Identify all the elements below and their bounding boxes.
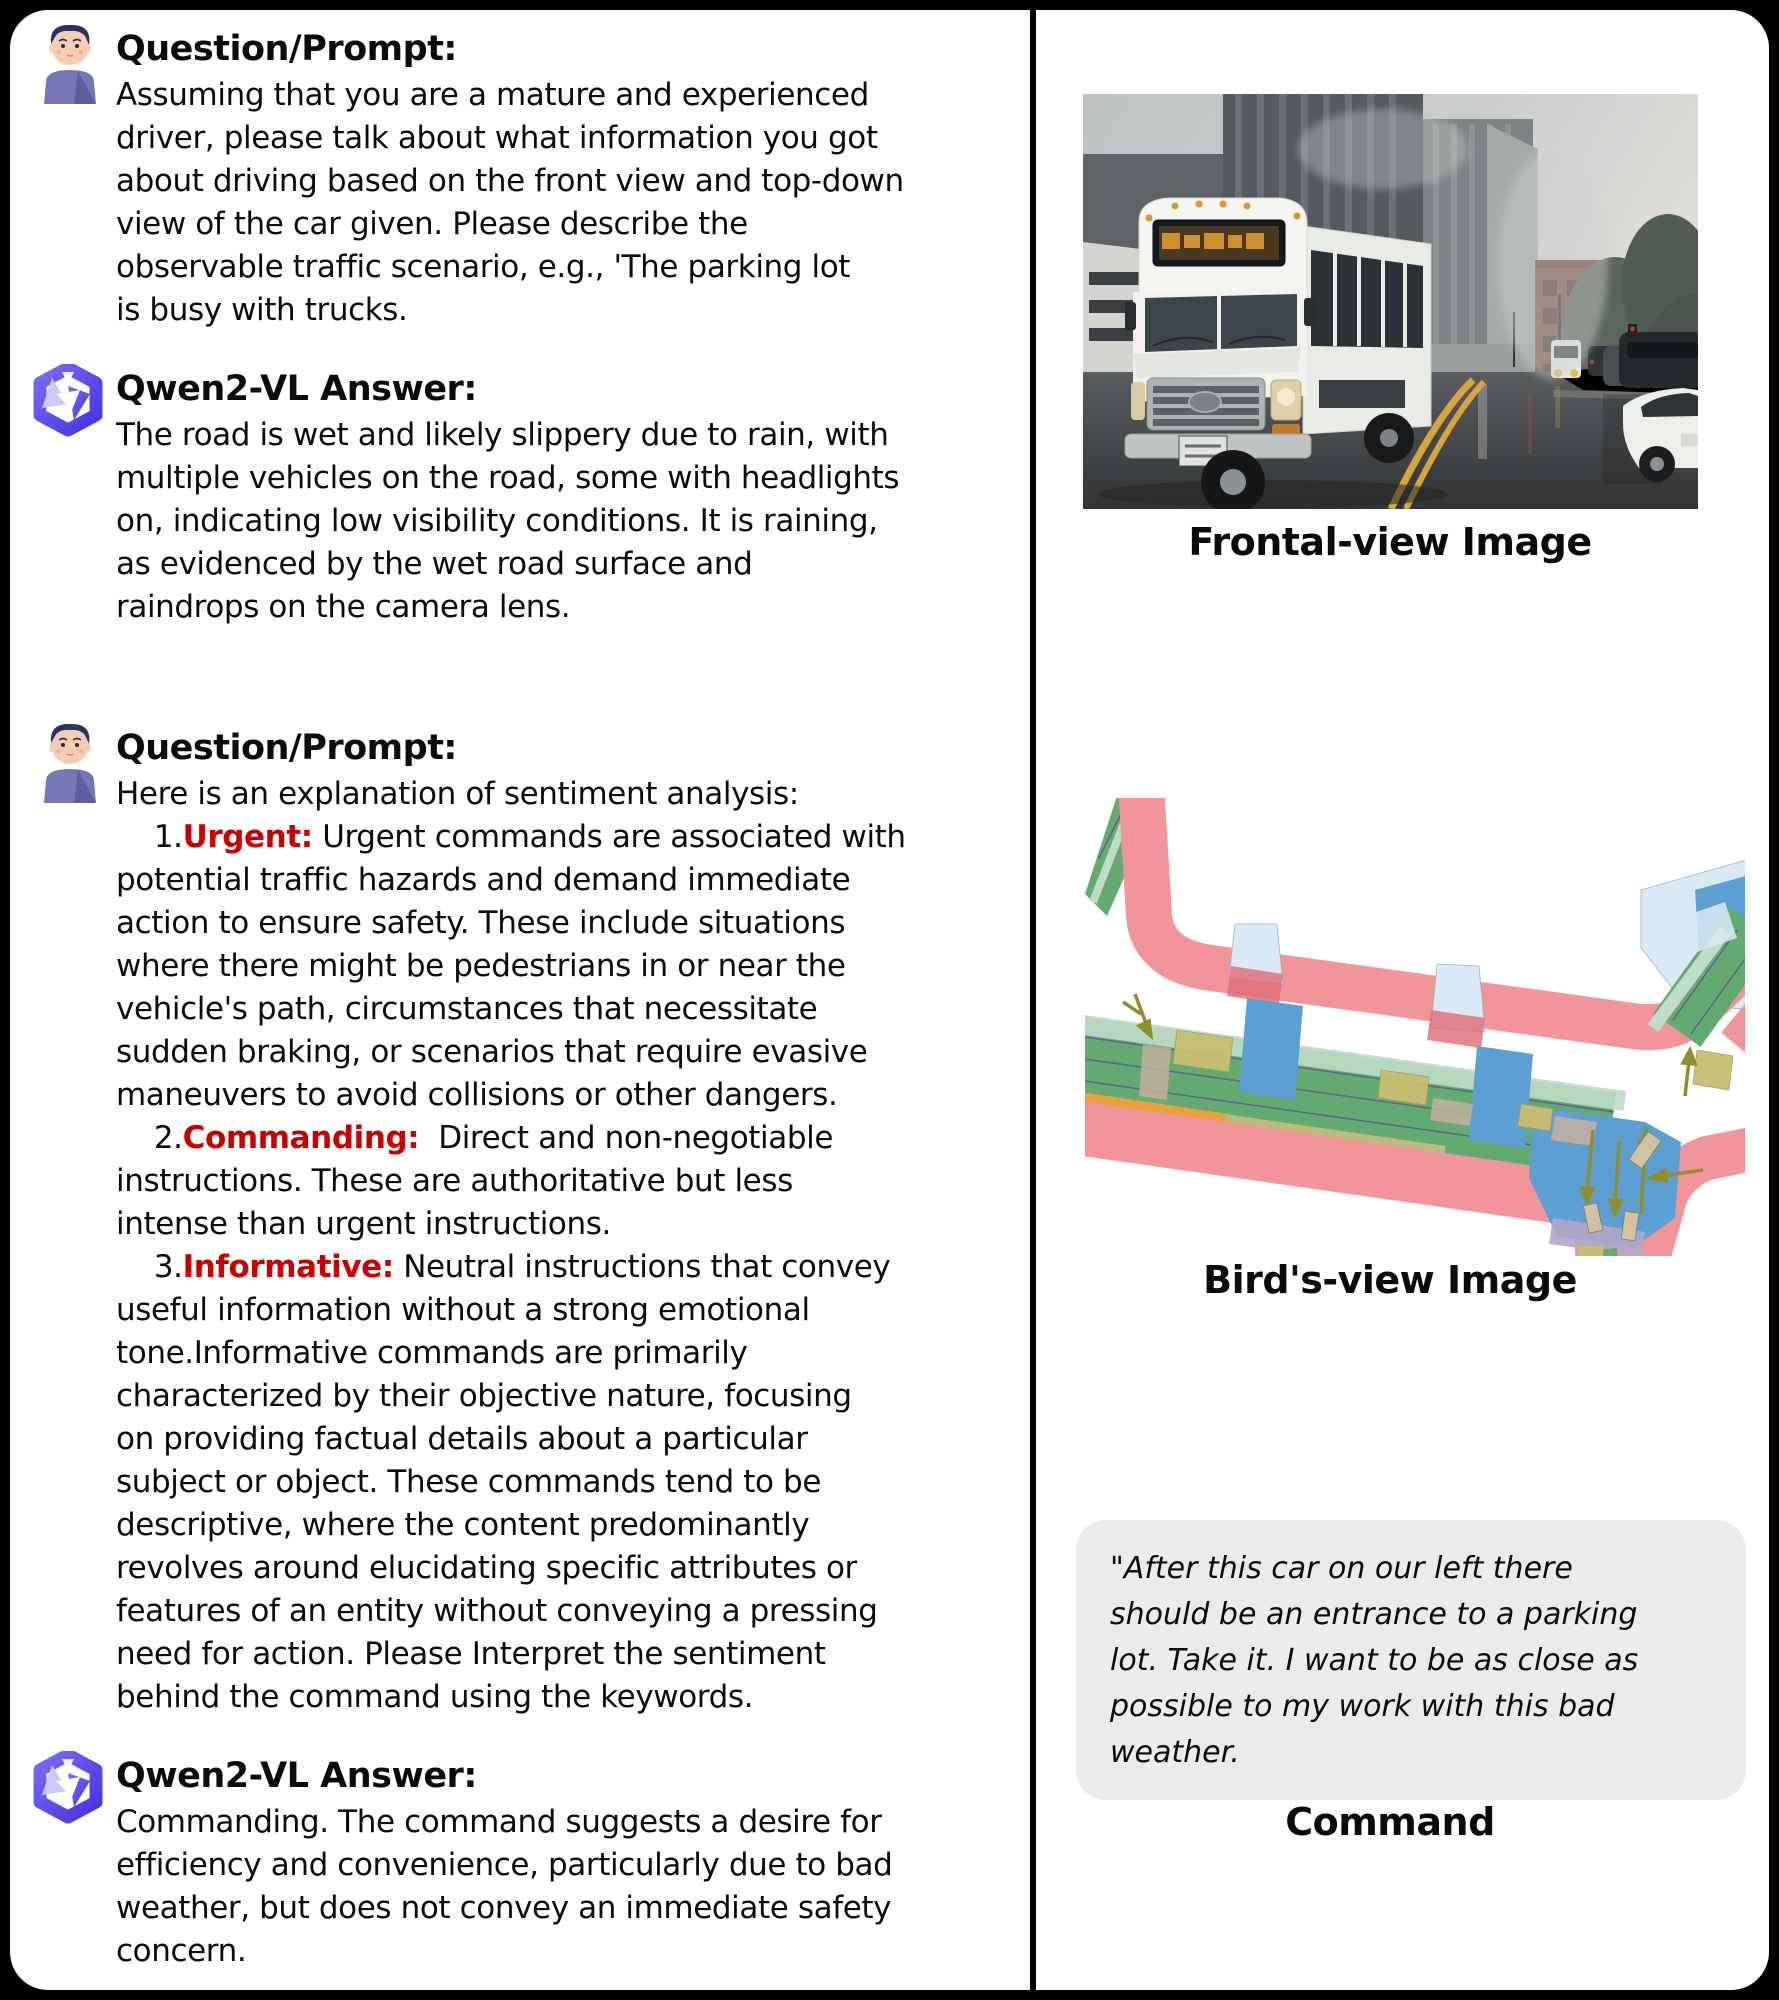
- answer-text: [116, 414, 1022, 629]
- text-line: possible to my work with this bad: [1110, 1689, 1615, 1724]
- user-avatar-icon: [32, 18, 108, 114]
- text-line: behind the command using the keywords.: [116, 1679, 754, 1715]
- qwen-logo-icon: [32, 1751, 104, 1827]
- command-text: [1110, 1546, 1714, 1776]
- text-line: weather.: [1110, 1735, 1240, 1770]
- text-line: Here is an explanation of sentiment analysis:: [116, 776, 799, 812]
- text-line: Commanding. The command suggests a desire for: [116, 1804, 882, 1840]
- text-line: about driving based on the front view and top-down: [116, 163, 904, 199]
- text-line: maneuvers to avoid collisions or other dangers.: [116, 1077, 838, 1113]
- text-line: vehicle's path, circumstances that necessitate: [116, 991, 818, 1027]
- question-block-1: [32, 26, 1022, 332]
- answer-block-2: [32, 1753, 1022, 1973]
- text-line: on, indicating low visibility conditions. It is raining,: [116, 503, 878, 539]
- text-line: "After this car on our left there: [1110, 1551, 1573, 1586]
- command-caption: Command: [1285, 1800, 1495, 1844]
- answer-heading: Qwen2-VL Answer:: [116, 1756, 477, 1796]
- text-line: view of the car given. Please describe the: [116, 206, 748, 242]
- question-block-2: [32, 725, 1022, 1719]
- text-line: characterized by their objective nature, focusing: [116, 1378, 852, 1414]
- frontal-view-image: [1083, 94, 1698, 509]
- text-line: observable traffic scenario, e.g., 'The parking lot: [116, 249, 851, 285]
- question-heading: Question/Prompt:: [116, 29, 457, 69]
- text-line: concern.: [116, 1933, 247, 1969]
- qwen-logo-icon: [32, 364, 104, 440]
- text-line: potential traffic hazards and demand immediate: [116, 862, 851, 898]
- user-avatar-icon: [32, 717, 108, 813]
- text-line: useful information without a strong emotional: [116, 1292, 810, 1328]
- text-line: where there might be pedestrians in or near the: [116, 948, 846, 984]
- dialogue-column: [32, 22, 1022, 1973]
- text-line: The road is wet and likely slippery due to rain, with: [116, 417, 889, 453]
- text-line: on providing factual details about a particular: [116, 1421, 808, 1457]
- text-line: as evidenced by the wet road surface and: [116, 546, 753, 582]
- frontal-view-caption: Frontal-view Image: [1188, 520, 1592, 564]
- text-line: intense than urgent instructions.: [116, 1206, 611, 1242]
- answer-heading: Qwen2-VL Answer:: [116, 369, 477, 409]
- text-line: action to ensure safety. These include situations: [116, 905, 846, 941]
- text-line: 3.Informative: Neutral instructions that convey: [116, 1249, 891, 1285]
- answer-text: [116, 1801, 1022, 1973]
- question-heading: Question/Prompt:: [116, 728, 457, 768]
- text-line: weather, but does not convey an immediate safety: [116, 1890, 892, 1926]
- text-line: subject or object. These commands tend to be: [116, 1464, 822, 1500]
- text-line: tone.Informative commands are primarily: [116, 1335, 748, 1371]
- text-line: need for action. Please Interpret the sentiment: [116, 1636, 826, 1672]
- birds-view-caption: Bird's-view Image: [1203, 1258, 1577, 1302]
- answer-block-1: [32, 366, 1022, 629]
- text-line: sudden braking, or scenarios that require evasive: [116, 1034, 868, 1070]
- text-line: multiple vehicles on the road, some with headlights: [116, 460, 900, 496]
- text-line: 2.Commanding: Direct and non-negotiable: [116, 1120, 834, 1156]
- text-line: is busy with trucks.: [116, 292, 408, 328]
- text-line: efficiency and convenience, particularly due to bad: [116, 1847, 893, 1883]
- text-line: instructions. These are authoritative but less: [116, 1163, 793, 1199]
- text-line: features of an entity without conveying a pressing: [116, 1593, 878, 1629]
- text-line: raindrops on the camera lens.: [116, 589, 571, 625]
- question-text: [116, 773, 1022, 1719]
- question-text: [116, 74, 1022, 332]
- birds-view-image: [1085, 798, 1745, 1256]
- text-line: revolves around elucidating specific attributes or: [116, 1550, 857, 1586]
- text-line: descriptive, where the content predominantly: [116, 1507, 810, 1543]
- text-line: Assuming that you are a mature and experienced: [116, 77, 869, 113]
- column-divider: [1030, 0, 1036, 2000]
- text-line: driver, please talk about what information you got: [116, 120, 878, 156]
- text-line: lot. Take it. I want to be as close as: [1110, 1643, 1639, 1678]
- command-bubble: [1076, 1520, 1746, 1800]
- text-line: should be an entrance to a parking: [1110, 1597, 1638, 1632]
- text-line: 1.Urgent: Urgent commands are associated with: [116, 819, 906, 855]
